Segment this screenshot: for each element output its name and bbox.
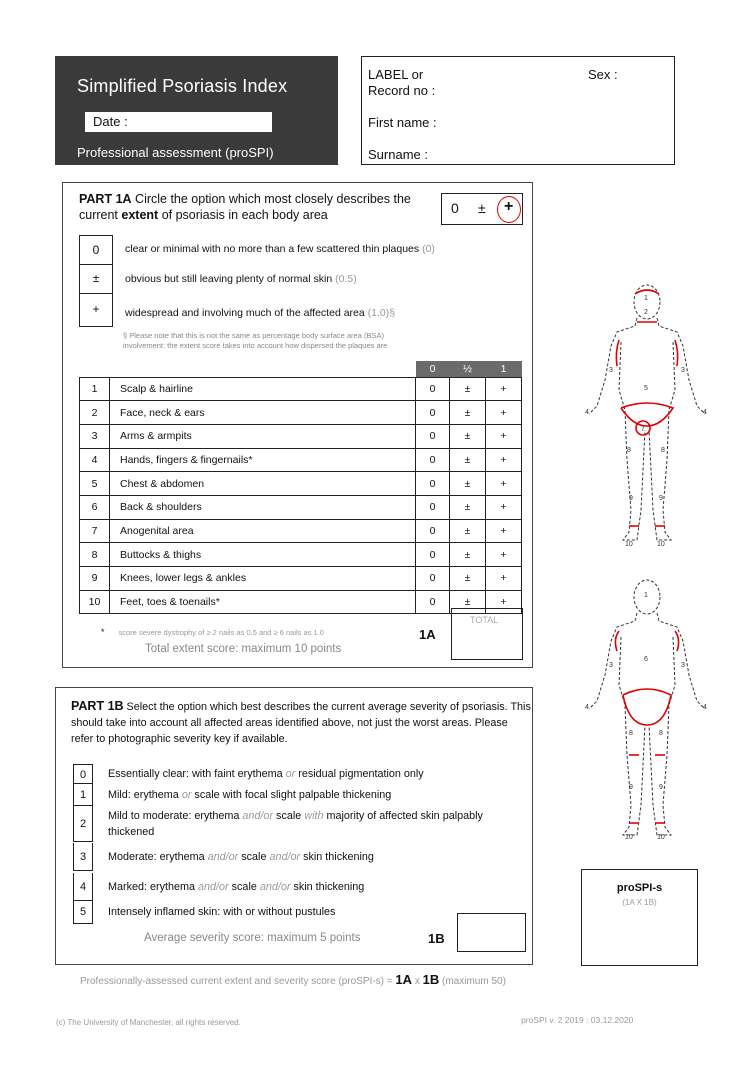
- body-area-label: Chest & abdomen: [110, 472, 416, 496]
- row-number: 9: [80, 567, 110, 591]
- option-1-cell[interactable]: +: [486, 401, 522, 425]
- front-right-arm: [657, 318, 705, 414]
- front-num-9b: 9: [659, 495, 663, 502]
- back-num-9b: 9: [659, 784, 663, 791]
- row-number: 10: [80, 590, 110, 614]
- option-1-cell[interactable]: +: [486, 377, 522, 401]
- back-num-8b: 8: [659, 730, 663, 737]
- back-num-8a: 8: [629, 730, 633, 737]
- score-formula-line: Professionally-assessed current extent and severity score (proSPI-s) = 1A x 1B (maximum 50): [80, 972, 506, 987]
- severity-desc-4: Marked: erythema and/or scale and/or skin thickening: [108, 881, 365, 893]
- front-num-1: 1: [644, 295, 648, 302]
- back-num-6: 6: [644, 656, 648, 663]
- option-1-cell[interactable]: +: [486, 590, 522, 614]
- col-header-half: ½: [450, 361, 486, 377]
- part-1a-section: [62, 182, 533, 668]
- front-num-3b: 3: [681, 367, 685, 374]
- back-left-shoulder-mark: [615, 631, 619, 651]
- body-area-label: Scalp & hairline: [110, 377, 416, 401]
- form-title: Simplified Psoriasis Index: [77, 76, 288, 96]
- col-header-1: 1: [486, 361, 522, 377]
- back-num-4a: 4: [585, 704, 589, 711]
- date-field[interactable]: Date :: [85, 112, 272, 132]
- severity-desc-3: Moderate: erythema and/or scale and/or skin thickening: [108, 851, 374, 863]
- part-1a-heading: PART 1A Circle the option which most closely describes the current extent of psoriasis in each body area: [79, 192, 411, 222]
- option-1-cell[interactable]: +: [486, 495, 522, 519]
- body-area-label: Arms & armpits: [110, 424, 416, 448]
- back-buttocks-mark: [623, 689, 671, 725]
- option-0-cell[interactable]: 0: [416, 377, 450, 401]
- extent-total-box[interactable]: TOTAL: [451, 608, 523, 660]
- front-num-10b: 10: [657, 541, 665, 548]
- option-half-cell[interactable]: ±: [450, 424, 486, 448]
- body-area-label: Knees, lower legs & ankles: [110, 567, 416, 591]
- back-num-9a: 9: [629, 784, 633, 791]
- extent-row-6: [80, 495, 522, 519]
- row-number: 4: [80, 448, 110, 472]
- front-num-9a: 9: [629, 495, 633, 502]
- body-area-label: Face, neck & ears: [110, 401, 416, 425]
- row-number: 7: [80, 519, 110, 543]
- back-num-3b: 3: [681, 662, 685, 669]
- body-area-label: Hands, fingers & fingernails*: [110, 448, 416, 472]
- body-map-back: [575, 575, 720, 845]
- form-subtitle: Professional assessment (proSPI): [77, 145, 274, 160]
- option-0-cell[interactable]: 0: [416, 495, 450, 519]
- legend-sym-pm: ±: [79, 264, 113, 294]
- legend-text-0: clear or minimal with no more than a few scattered thin plaques (0): [125, 243, 435, 255]
- extent-row-4: [80, 448, 522, 472]
- front-num-8b: 8: [661, 447, 665, 454]
- back-right-arm: [657, 613, 705, 709]
- front-left-armpit-mark: [616, 340, 619, 366]
- prospi-s-box[interactable]: [581, 869, 698, 966]
- record-label-2[interactable]: Record no :: [368, 83, 436, 98]
- legend-text-pm: obvious but still leaving plenty of normal skin (0.5): [125, 273, 357, 285]
- front-num-4b: 4: [703, 409, 707, 416]
- record-label: LABEL or: [368, 67, 424, 82]
- extent-row-3: [80, 424, 522, 448]
- option-half-cell[interactable]: ±: [450, 590, 486, 614]
- first-name-label[interactable]: First name :: [368, 115, 437, 130]
- option-0-cell[interactable]: 0: [416, 424, 450, 448]
- col-header-0: 0: [416, 361, 450, 377]
- severity-option-1[interactable]: 1: [73, 784, 93, 806]
- severity-option-0[interactable]: 0: [73, 764, 93, 784]
- option-0-cell[interactable]: 0: [416, 543, 450, 567]
- severity-score-box[interactable]: [457, 913, 526, 952]
- title-panel: [55, 56, 338, 165]
- back-num-10a: 10: [625, 834, 633, 841]
- back-right-shoulder-mark: [675, 631, 679, 651]
- surname-label[interactable]: Surname :: [368, 147, 428, 162]
- legend-sym-plus: +: [79, 293, 113, 327]
- prospi-s-formula: (1A X 1B): [622, 898, 657, 907]
- option-1-cell[interactable]: +: [486, 567, 522, 591]
- copyright: (c) The University of Manchester, all rights reserved.: [56, 1018, 241, 1027]
- extent-row-1: [80, 377, 522, 401]
- option-0-cell[interactable]: 0: [416, 401, 450, 425]
- patient-id-box: [361, 56, 675, 165]
- option-1-cell[interactable]: +: [486, 543, 522, 567]
- row-number: 5: [80, 472, 110, 496]
- option-1-cell[interactable]: +: [486, 448, 522, 472]
- option-1-cell[interactable]: +: [486, 519, 522, 543]
- front-scalp-mark: [635, 290, 659, 294]
- part-1b-heading: PART 1B Select the option which best describes the current average severity of psoriasis. This should take into account all affected areas identified above, not just the worst areas. Please refer to photographic severity key if available.: [71, 699, 531, 745]
- option-0-cell[interactable]: 0: [416, 590, 450, 614]
- option-half-cell[interactable]: ±: [450, 519, 486, 543]
- extent-example-box: 0 ± +: [441, 193, 523, 225]
- row-number: 8: [80, 543, 110, 567]
- extent-table: [79, 361, 522, 614]
- back-num-3a: 3: [609, 662, 613, 669]
- option-half-cell[interactable]: ±: [450, 567, 486, 591]
- option-half-cell[interactable]: ±: [450, 495, 486, 519]
- body-area-label: Back & shoulders: [110, 495, 416, 519]
- example-circle: [497, 196, 521, 223]
- avg-severity-text: Average severity score: maximum 5 points: [144, 932, 361, 944]
- row-number: 3: [80, 424, 110, 448]
- option-half-cell[interactable]: ±: [450, 401, 486, 425]
- option-half-cell[interactable]: ±: [450, 472, 486, 496]
- back-num-1: 1: [644, 592, 648, 599]
- bsa-note: § Please note that this is not the same as percentage body surface area (BSA) involvement: the extent score takes into account how dispersed the plaques are: [123, 331, 388, 350]
- legend-text-plus: widespread and involving much of the affected area (1.0)§: [125, 307, 396, 319]
- front-num-4a: 4: [585, 409, 589, 416]
- front-num-5: 5: [644, 385, 648, 392]
- version: proSPI v. 2 2019 : 03.12.2020: [521, 1015, 634, 1025]
- row-number: 2: [80, 401, 110, 425]
- severity-desc-5: Intensely inflamed skin: with or without pustules: [108, 906, 336, 918]
- row-number: 6: [80, 495, 110, 519]
- severity-desc-2: Mild to moderate: erythema and/or scale with majority of affected skin palpably thickened: [108, 810, 483, 838]
- front-num-8a: 8: [627, 447, 631, 454]
- back-left-arm: [589, 613, 637, 709]
- extent-row-7: [80, 519, 522, 543]
- option-half-cell[interactable]: ±: [450, 448, 486, 472]
- front-num-2: 2: [644, 309, 648, 316]
- front-num-10a: 10: [625, 541, 633, 548]
- option-0-cell[interactable]: 0: [416, 519, 450, 543]
- front-num-3a: 3: [609, 367, 613, 374]
- extent-row-8: [80, 543, 522, 567]
- severity-option-2[interactable]: 2: [73, 806, 93, 842]
- extent-row-9: [80, 567, 522, 591]
- severity-desc-1: Mild: erythema or scale with focal slight palpable thickening: [108, 789, 392, 801]
- tag-1a: 1A: [419, 627, 436, 642]
- front-left-arm: [589, 318, 637, 414]
- extent-row-5: [80, 472, 522, 496]
- back-num-10b: 10: [657, 834, 665, 841]
- option-half-cell[interactable]: ±: [450, 543, 486, 567]
- front-num-7: 7: [641, 426, 645, 433]
- part-1b-section: [55, 687, 533, 965]
- body-area-label: Anogenital area: [110, 519, 416, 543]
- option-0-cell[interactable]: 0: [416, 567, 450, 591]
- body-area-label: Feet, toes & toenails*: [110, 590, 416, 614]
- sex-label[interactable]: Sex :: [588, 67, 618, 82]
- severity-option-5[interactable]: 5: [73, 900, 93, 924]
- total-extent-text: Total extent score: maximum 10 points: [145, 643, 342, 655]
- tag-1b: 1B: [428, 931, 445, 946]
- severity-option-3[interactable]: 3: [73, 843, 93, 871]
- option-half-cell[interactable]: ±: [450, 377, 486, 401]
- legend-sym-0: 0: [79, 235, 113, 265]
- back-num-4b: 4: [703, 704, 707, 711]
- prospi-s-title: proSPI-s: [616, 882, 663, 894]
- option-1-cell[interactable]: +: [486, 472, 522, 496]
- severity-desc-0: Essentially clear: with faint erythema or residual pigmentation only: [108, 768, 424, 780]
- option-0-cell[interactable]: 0: [416, 448, 450, 472]
- option-1-cell[interactable]: +: [486, 424, 522, 448]
- option-0-cell[interactable]: 0: [416, 472, 450, 496]
- body-map-front: [575, 280, 720, 555]
- nail-dystrophy-note: * score severe dystrophy of ≥ 2 nails as 0.5 and ≥ 6 nails as 1.0: [101, 627, 324, 637]
- row-number: 1: [80, 377, 110, 401]
- front-right-armpit-mark: [675, 340, 678, 366]
- front-right-leg: [649, 342, 675, 540]
- extent-row-2: [80, 401, 522, 425]
- body-area-label: Buttocks & thighs: [110, 543, 416, 567]
- front-left-leg: [619, 342, 645, 540]
- severity-option-4[interactable]: 4: [73, 873, 93, 901]
